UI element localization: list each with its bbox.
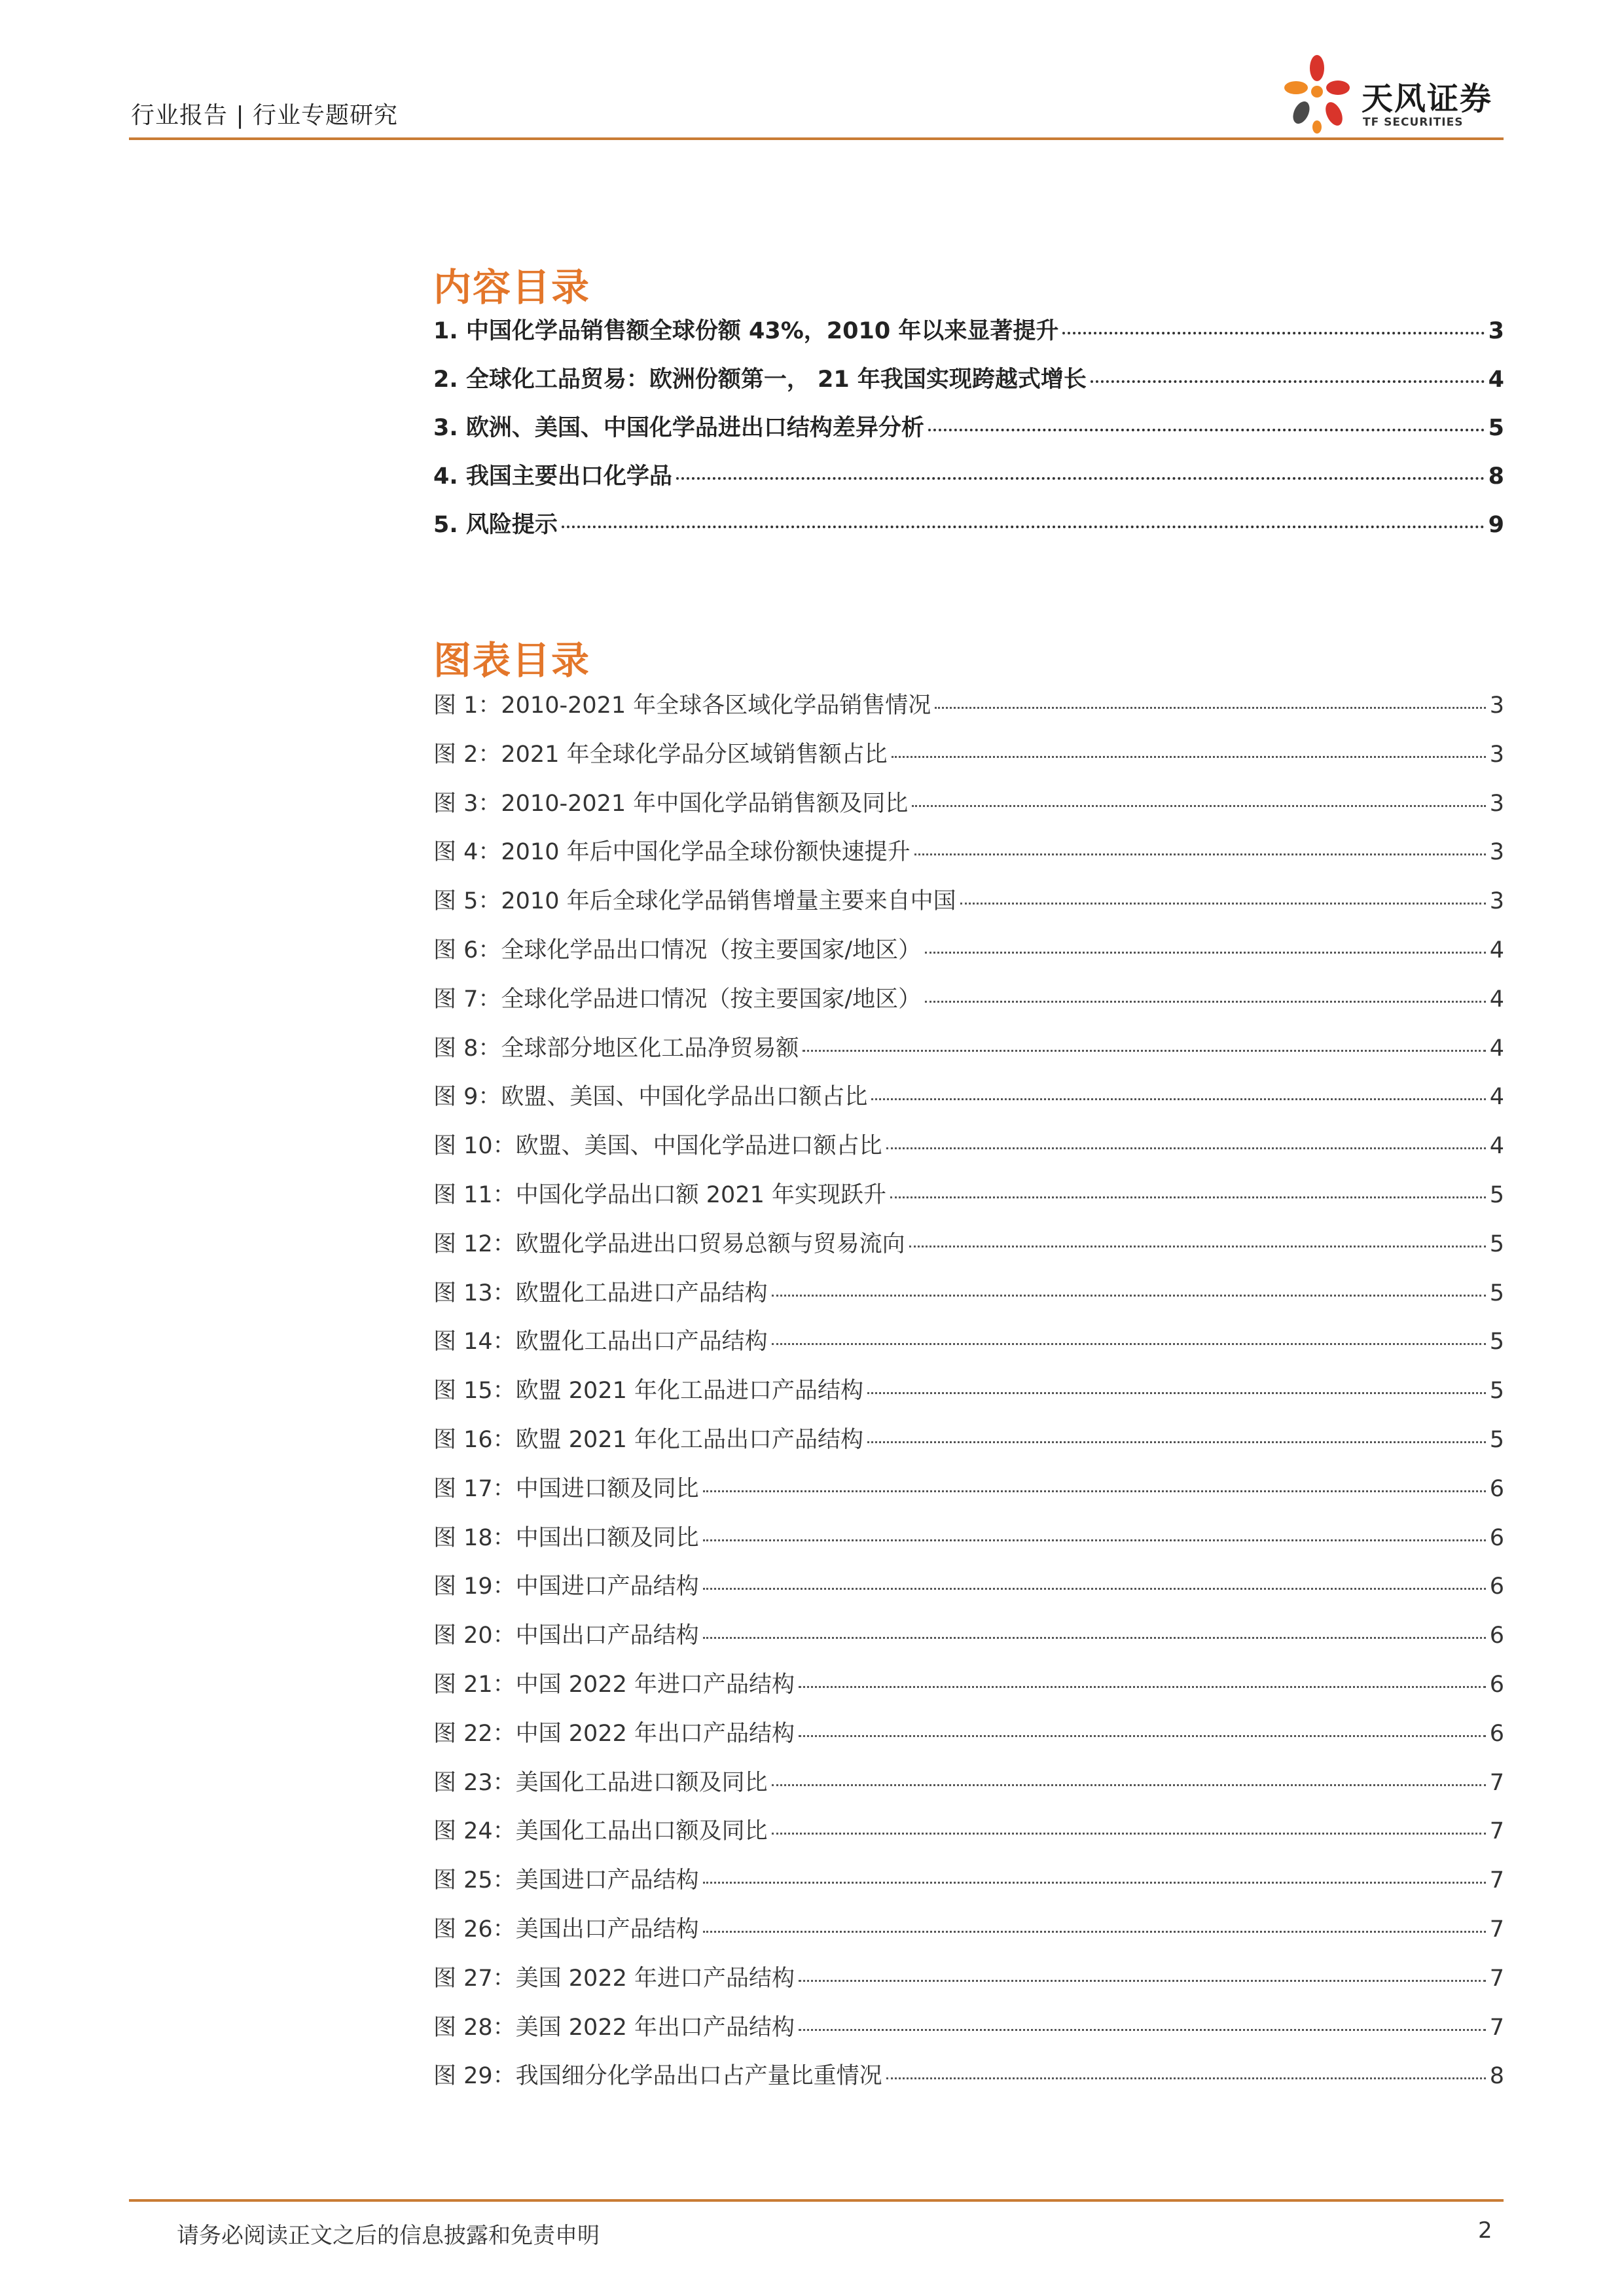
- figure-entry-title: 图 6：全球化学品出口情况（按主要国家/地区）: [433, 937, 922, 963]
- figure-entry-title: 图 8：全球部分地区化工品净贸易额: [433, 1035, 799, 1062]
- contents-entry-page: 3: [1488, 318, 1504, 344]
- contents-entry-page: 4: [1488, 367, 1504, 393]
- figure-entry-page: 3: [1489, 839, 1504, 866]
- figure-entry-page: 4: [1489, 1035, 1504, 1062]
- figure-entry[interactable]: [433, 1128, 1504, 1177]
- figure-entry-page: 3: [1489, 692, 1504, 719]
- figure-entry-title: 图 29：我国细分化学品出口占产量比重情况: [433, 2063, 882, 2090]
- figure-entry-page: 7: [1489, 2014, 1504, 2041]
- figure-entry[interactable]: [433, 1960, 1504, 2009]
- figure-entry-title: 图 1：2010-2021 年全球各区域化学品销售情况: [433, 692, 931, 719]
- figure-entry[interactable]: [433, 1323, 1504, 1372]
- dot-leader: [772, 1295, 1486, 1297]
- contents-entry-page: 5: [1488, 415, 1504, 441]
- dot-leader: [1091, 380, 1485, 383]
- contents-entry[interactable]: [433, 410, 1504, 458]
- dot-leader: [772, 1784, 1486, 1786]
- dot-leader: [703, 1539, 1486, 1541]
- figure-entry[interactable]: [433, 981, 1504, 1030]
- dot-leader: [914, 853, 1486, 855]
- figure-entry-title: 图 28：美国 2022 年出口产品结构: [433, 2014, 795, 2041]
- figure-entry-title: 图 11：中国化学品出口额 2021 年实现跃升: [433, 1181, 886, 1208]
- figure-entry-title: 图 25：美国进口产品结构: [433, 1867, 699, 1894]
- figure-entry-page: 6: [1489, 1573, 1504, 1600]
- dot-leader: [703, 1637, 1486, 1639]
- figure-entry-title: 图 4：2010 年后中国化学品全球份额快速提升: [433, 839, 911, 866]
- dot-leader: [928, 429, 1485, 431]
- figure-entry-page: 7: [1489, 1916, 1504, 1943]
- contents-heading: 内容目录: [433, 265, 591, 310]
- figure-entry[interactable]: [433, 1372, 1504, 1422]
- figure-entry-page: 6: [1489, 1671, 1504, 1698]
- dot-leader: [886, 2077, 1486, 2079]
- dot-leader: [703, 1931, 1486, 1933]
- figure-entry-title: 图 2：2021 年全球化学品分区域销售额占比: [433, 741, 888, 768]
- figure-entry[interactable]: [433, 2009, 1504, 2058]
- figure-entry[interactable]: [433, 1862, 1504, 1911]
- footer-divider: [129, 2199, 1504, 2202]
- dot-leader: [799, 1686, 1486, 1688]
- figure-entry[interactable]: [433, 1715, 1504, 1765]
- dot-leader: [799, 1735, 1486, 1737]
- contents-entry-page: 9: [1488, 512, 1504, 538]
- contents-entry-title: 5. 风险提示: [433, 512, 558, 538]
- figure-entry-page: 6: [1489, 1524, 1504, 1551]
- figure-entry[interactable]: [433, 834, 1504, 883]
- dot-leader: [925, 952, 1486, 954]
- figure-entry-page: 7: [1489, 1965, 1504, 1992]
- dot-leader: [867, 1392, 1486, 1394]
- figure-entry[interactable]: [433, 1617, 1504, 1666]
- header-divider: [129, 137, 1504, 140]
- figure-entry-title: 图 3：2010-2021 年中国化学品销售额及同比: [433, 790, 909, 817]
- figure-entry[interactable]: [433, 785, 1504, 834]
- figure-entry[interactable]: [433, 932, 1504, 981]
- figure-entry[interactable]: [433, 1765, 1504, 1814]
- figures-heading: 图表目录: [433, 638, 591, 683]
- contents-entry[interactable]: [433, 313, 1504, 361]
- figure-entry[interactable]: [433, 2058, 1504, 2107]
- dot-leader: [909, 1246, 1486, 1247]
- figure-entry-page: 7: [1489, 1867, 1504, 1894]
- dot-leader: [925, 1001, 1486, 1003]
- contents-entry-title: 3. 欧洲、美国、中国化学品进出口结构差异分析: [433, 415, 924, 441]
- figure-entry[interactable]: [433, 1666, 1504, 1715]
- contents-entry[interactable]: [433, 458, 1504, 507]
- figure-entry[interactable]: [433, 1568, 1504, 1617]
- figure-entry-title: 图 5：2010 年后全球化学品销售增量主要来自中国: [433, 888, 956, 915]
- figure-entry[interactable]: [433, 1030, 1504, 1079]
- figure-entry-page: 3: [1489, 741, 1504, 768]
- figure-entry-page: 3: [1489, 790, 1504, 817]
- figure-entry-page: 5: [1489, 1426, 1504, 1453]
- figure-entry-page: 7: [1489, 1769, 1504, 1796]
- dot-leader: [871, 1098, 1485, 1100]
- figure-entry-page: 5: [1489, 1280, 1504, 1306]
- figure-entry[interactable]: [433, 687, 1504, 736]
- figure-entry-page: 5: [1489, 1181, 1504, 1208]
- figure-entry-title: 图 18：中国出口额及同比: [433, 1524, 699, 1551]
- dot-leader: [772, 1343, 1486, 1345]
- figure-entry[interactable]: [433, 736, 1504, 785]
- figure-entry-page: 6: [1489, 1720, 1504, 1747]
- figure-entry-title: 图 20：中国出口产品结构: [433, 1623, 699, 1649]
- figure-entry-page: 6: [1489, 1623, 1504, 1649]
- figure-entry-page: 5: [1489, 1230, 1504, 1257]
- figure-entry-page: 4: [1489, 1133, 1504, 1160]
- figure-entry-title: 图 7：全球化学品进口情况（按主要国家/地区）: [433, 986, 922, 1013]
- figure-entry-page: 6: [1489, 1475, 1504, 1502]
- figure-entry-title: 图 22：中国 2022 年出口产品结构: [433, 1720, 795, 1747]
- contents-entry-page: 8: [1488, 463, 1504, 490]
- figure-entry-page: 8: [1489, 2063, 1504, 2090]
- dot-leader: [886, 1147, 1486, 1149]
- disclaimer-text: 请务必阅读正文之后的信息披露和免责申明: [177, 2223, 600, 2249]
- figure-entry-title: 图 16：欧盟 2021 年化工品出口产品结构: [433, 1426, 863, 1453]
- contents-entry-title: 2. 全球化工品贸易：欧洲份额第一， 21 年我国实现跨越式增长: [433, 367, 1087, 393]
- dot-leader: [867, 1441, 1486, 1443]
- dot-leader: [676, 477, 1485, 480]
- dot-leader: [703, 1490, 1486, 1492]
- figure-entry-page: 4: [1489, 986, 1504, 1013]
- dot-leader: [799, 1980, 1486, 1982]
- dot-leader: [912, 805, 1485, 807]
- figure-entry[interactable]: [433, 1520, 1504, 1569]
- logo-english-name: TF SECURITIES: [1363, 116, 1464, 129]
- dot-leader: [562, 526, 1485, 528]
- dot-leader: [935, 707, 1485, 709]
- dot-leader: [772, 1833, 1486, 1835]
- dot-leader: [803, 1050, 1485, 1052]
- contents-entry-title: 1. 中国化学品销售额全球份额 43%，2010 年以来显著提升: [433, 318, 1059, 344]
- figure-entry-page: 3: [1489, 888, 1504, 915]
- dot-leader: [703, 1588, 1486, 1590]
- figure-entry-title: 图 12：欧盟化学品进出口贸易总额与贸易流向: [433, 1230, 905, 1257]
- figure-entry[interactable]: [433, 1911, 1504, 1960]
- dot-leader: [799, 2029, 1486, 2031]
- tf-flower-logo-icon: [1283, 54, 1355, 139]
- figure-entry[interactable]: [433, 1177, 1504, 1226]
- contents-entry-title: 4. 我国主要出口化学品: [433, 463, 672, 490]
- dot-leader: [892, 756, 1486, 758]
- figure-entry-title: 图 14：欧盟化工品出口产品结构: [433, 1329, 768, 1355]
- dot-leader: [703, 1882, 1486, 1884]
- figure-entry-title: 图 21：中国 2022 年进口产品结构: [433, 1671, 795, 1698]
- figure-entry-page: 4: [1489, 937, 1504, 963]
- figure-entry[interactable]: [433, 1422, 1504, 1471]
- figure-entry-title: 图 19：中国进口产品结构: [433, 1573, 699, 1600]
- figure-entry[interactable]: [433, 1275, 1504, 1324]
- page-number: 2: [1478, 2217, 1492, 2244]
- figure-entry-title: 图 27：美国 2022 年进口产品结构: [433, 1965, 795, 1992]
- figure-entry-page: 5: [1489, 1329, 1504, 1355]
- figure-entry-title: 图 13：欧盟化工品进口产品结构: [433, 1280, 768, 1306]
- report-type-label: 行业报告 | 行业专题研究: [131, 102, 399, 129]
- logo-chinese-name: 天风证券: [1362, 81, 1493, 117]
- figure-entry-title: 图 10：欧盟、美国、中国化学品进口额占比: [433, 1133, 882, 1160]
- figure-entry-title: 图 23：美国化工品进口额及同比: [433, 1769, 768, 1796]
- figure-entry-page: 4: [1489, 1084, 1504, 1111]
- figure-entry-title: 图 24：美国化工品出口额及同比: [433, 1818, 768, 1845]
- figure-entry-title: 图 17：中国进口额及同比: [433, 1475, 699, 1502]
- dot-leader: [1062, 332, 1484, 334]
- dot-leader: [960, 903, 1486, 905]
- figure-entry-title: 图 26：美国出口产品结构: [433, 1916, 699, 1943]
- figure-entry-title: 图 15：欧盟 2021 年化工品进口产品结构: [433, 1378, 863, 1405]
- dot-leader: [890, 1196, 1486, 1198]
- figures-list: [433, 687, 1504, 2107]
- figure-entry[interactable]: [433, 1813, 1504, 1862]
- figure-entry-title: 图 9：欧盟、美国、中国化学品出口额占比: [433, 1084, 868, 1111]
- figure-entry[interactable]: [433, 1079, 1504, 1128]
- contents-list: [433, 313, 1504, 555]
- figure-entry-page: 7: [1489, 1818, 1504, 1845]
- figure-entry-page: 5: [1489, 1378, 1504, 1405]
- figure-entry[interactable]: [433, 1226, 1504, 1275]
- contents-entry[interactable]: [433, 361, 1504, 410]
- figure-entry[interactable]: [433, 1471, 1504, 1520]
- company-logo: [1283, 54, 1499, 139]
- contents-entry[interactable]: [433, 507, 1504, 555]
- figure-entry[interactable]: [433, 883, 1504, 932]
